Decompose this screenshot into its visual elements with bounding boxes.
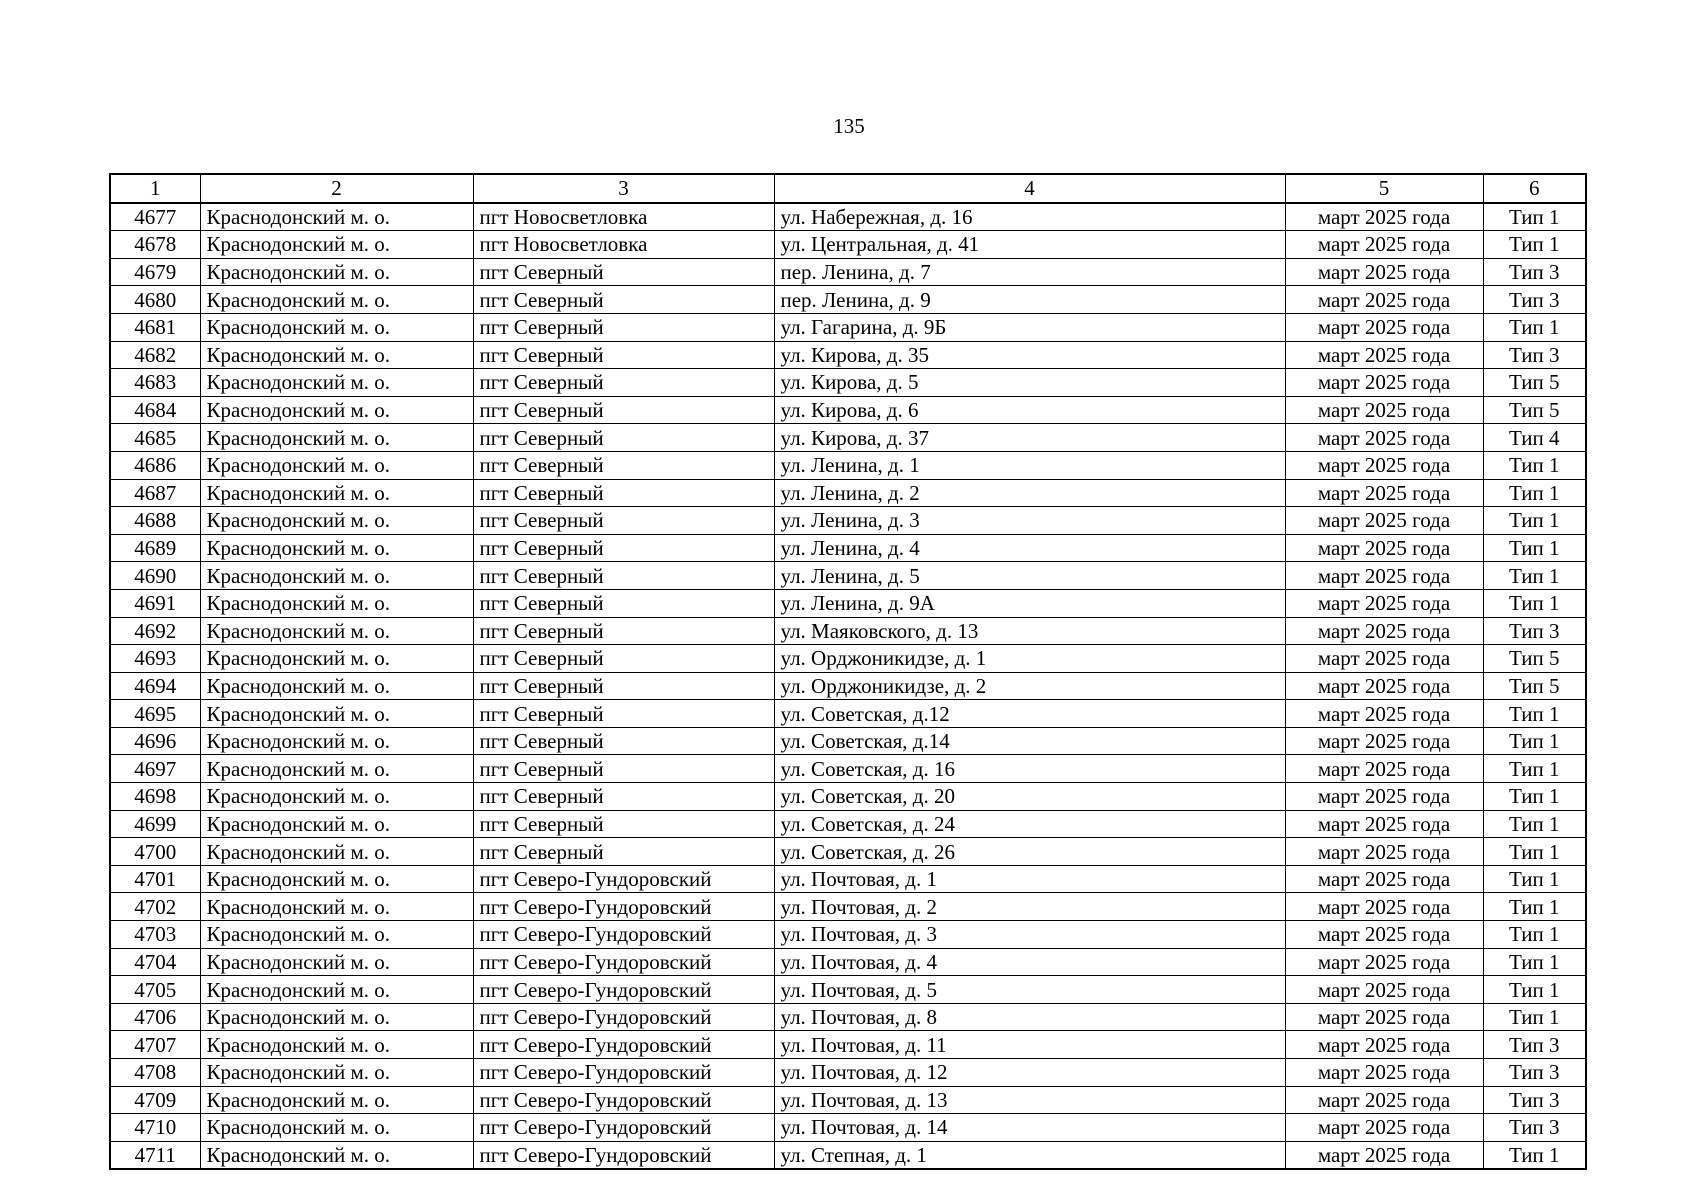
row-number-cell: 4704 — [110, 948, 200, 976]
row-number-cell: 4689 — [110, 534, 200, 562]
settlement-cell: пгт Северный — [473, 783, 774, 811]
table-row — [110, 479, 1586, 507]
type-cell: Тип 1 — [1483, 534, 1586, 562]
address-cell: ул. Советская, д. 24 — [774, 810, 1285, 838]
type-cell: Тип 1 — [1483, 727, 1586, 755]
table-row — [110, 893, 1586, 921]
table-row — [110, 1031, 1586, 1059]
address-cell: ул. Ленина, д. 2 — [774, 479, 1285, 507]
settlement-cell: пгт Северный — [473, 507, 774, 535]
type-cell: Тип 3 — [1483, 286, 1586, 314]
table-row — [110, 1141, 1586, 1169]
row-number-cell: 4705 — [110, 976, 200, 1004]
table-row — [110, 534, 1586, 562]
row-number-cell: 4686 — [110, 451, 200, 479]
row-number-cell: 4698 — [110, 783, 200, 811]
address-cell: ул. Советская, д. 20 — [774, 783, 1285, 811]
header-row — [110, 174, 1586, 203]
settlement-cell: пгт Северный — [473, 479, 774, 507]
type-cell: Тип 1 — [1483, 948, 1586, 976]
type-cell: Тип 1 — [1483, 700, 1586, 728]
settlement-cell: пгт Северо-Гундоровский — [473, 1059, 774, 1087]
date-cell: март 2025 года — [1285, 1031, 1483, 1059]
table-row — [110, 451, 1586, 479]
district-cell: Краснодонский м. о. — [200, 424, 473, 452]
address-cell: ул. Маяковского, д. 13 — [774, 617, 1285, 645]
row-number-cell: 4681 — [110, 313, 200, 341]
settlement-cell: пгт Северо-Гундоровский — [473, 976, 774, 1004]
type-cell: Тип 3 — [1483, 341, 1586, 369]
district-cell: Краснодонский м. о. — [200, 976, 473, 1004]
type-cell: Тип 1 — [1483, 810, 1586, 838]
table-row — [110, 783, 1586, 811]
table-row — [110, 1114, 1586, 1142]
settlement-cell: пгт Северо-Гундоровский — [473, 1031, 774, 1059]
settlement-cell: пгт Северо-Гундоровский — [473, 893, 774, 921]
type-cell: Тип 3 — [1483, 1086, 1586, 1114]
address-cell: ул. Центральная, д. 41 — [774, 231, 1285, 259]
table-row — [110, 700, 1586, 728]
address-cell: ул. Почтовая, д. 12 — [774, 1059, 1285, 1087]
settlement-cell: пгт Северный — [473, 341, 774, 369]
column-header-1: 1 — [110, 174, 200, 203]
type-cell: Тип 3 — [1483, 1031, 1586, 1059]
table-row — [110, 562, 1586, 590]
type-cell: Тип 5 — [1483, 645, 1586, 673]
date-cell: март 2025 года — [1285, 507, 1483, 535]
type-cell: Тип 1 — [1483, 755, 1586, 783]
settlement-cell: пгт Северный — [473, 838, 774, 866]
district-cell: Краснодонский м. о. — [200, 755, 473, 783]
type-cell: Тип 1 — [1483, 1003, 1586, 1031]
date-cell: март 2025 года — [1285, 838, 1483, 866]
column-header-4: 4 — [774, 174, 1285, 203]
table-row — [110, 838, 1586, 866]
table-row — [110, 672, 1586, 700]
row-number-cell: 4683 — [110, 369, 200, 397]
settlement-cell: пгт Новосветловка — [473, 231, 774, 259]
date-cell: март 2025 года — [1285, 617, 1483, 645]
row-number-cell: 4711 — [110, 1141, 200, 1169]
date-cell: март 2025 года — [1285, 341, 1483, 369]
district-cell: Краснодонский м. о. — [200, 534, 473, 562]
type-cell: Тип 1 — [1483, 562, 1586, 590]
settlement-cell: пгт Северный — [473, 396, 774, 424]
type-cell: Тип 3 — [1483, 1114, 1586, 1142]
district-cell: Краснодонский м. о. — [200, 783, 473, 811]
district-cell: Краснодонский м. о. — [200, 313, 473, 341]
table-body — [110, 203, 1586, 1170]
district-cell: Краснодонский м. о. — [200, 727, 473, 755]
date-cell: март 2025 года — [1285, 921, 1483, 949]
date-cell: март 2025 года — [1285, 1141, 1483, 1169]
type-cell: Тип 1 — [1483, 507, 1586, 535]
address-cell: ул. Ленина, д. 3 — [774, 507, 1285, 535]
address-cell: ул. Орджоникидзе, д. 1 — [774, 645, 1285, 673]
date-cell: март 2025 года — [1285, 645, 1483, 673]
date-cell: март 2025 года — [1285, 369, 1483, 397]
table-row — [110, 1059, 1586, 1087]
column-header-5: 5 — [1285, 174, 1483, 203]
address-cell: ул. Почтовая, д. 4 — [774, 948, 1285, 976]
type-cell: Тип 3 — [1483, 617, 1586, 645]
district-cell: Краснодонский м. о. — [200, 1114, 473, 1142]
settlement-cell: пгт Северный — [473, 313, 774, 341]
row-number-cell: 4701 — [110, 865, 200, 893]
row-number-cell: 4710 — [110, 1114, 200, 1142]
row-number-cell: 4709 — [110, 1086, 200, 1114]
row-number-cell: 4691 — [110, 589, 200, 617]
district-cell: Краснодонский м. о. — [200, 396, 473, 424]
table-row — [110, 203, 1586, 231]
table-row — [110, 617, 1586, 645]
register-table — [109, 173, 1587, 1170]
date-cell: март 2025 года — [1285, 700, 1483, 728]
district-cell: Краснодонский м. о. — [200, 286, 473, 314]
table-row — [110, 1086, 1586, 1114]
district-cell: Краснодонский м. о. — [200, 1003, 473, 1031]
date-cell: март 2025 года — [1285, 755, 1483, 783]
address-cell: ул. Почтовая, д. 13 — [774, 1086, 1285, 1114]
table-row — [110, 341, 1586, 369]
address-cell: ул. Почтовая, д. 14 — [774, 1114, 1285, 1142]
column-header-6: 6 — [1483, 174, 1586, 203]
row-number-cell: 4697 — [110, 755, 200, 783]
district-cell: Краснодонский м. о. — [200, 672, 473, 700]
row-number-cell: 4678 — [110, 231, 200, 259]
row-number-cell: 4708 — [110, 1059, 200, 1087]
date-cell: март 2025 года — [1285, 727, 1483, 755]
type-cell: Тип 5 — [1483, 672, 1586, 700]
table-row — [110, 645, 1586, 673]
address-cell: ул. Ленина, д. 5 — [774, 562, 1285, 590]
settlement-cell: пгт Северный — [473, 755, 774, 783]
date-cell: март 2025 года — [1285, 396, 1483, 424]
table-row — [110, 369, 1586, 397]
date-cell: март 2025 года — [1285, 313, 1483, 341]
type-cell: Тип 1 — [1483, 451, 1586, 479]
row-number-cell: 4684 — [110, 396, 200, 424]
column-header-2: 2 — [200, 174, 473, 203]
table-row — [110, 231, 1586, 259]
table-row — [110, 755, 1586, 783]
district-cell: Краснодонский м. о. — [200, 369, 473, 397]
date-cell: март 2025 года — [1285, 479, 1483, 507]
row-number-cell: 4680 — [110, 286, 200, 314]
column-header-3: 3 — [473, 174, 774, 203]
district-cell: Краснодонский м. о. — [200, 507, 473, 535]
row-number-cell: 4706 — [110, 1003, 200, 1031]
address-cell: ул. Почтовая, д. 2 — [774, 893, 1285, 921]
address-cell: ул. Кирова, д. 37 — [774, 424, 1285, 452]
district-cell: Краснодонский м. о. — [200, 1141, 473, 1169]
table-row — [110, 948, 1586, 976]
settlement-cell: пгт Северный — [473, 534, 774, 562]
row-number-cell: 4699 — [110, 810, 200, 838]
address-cell: ул. Степная, д. 1 — [774, 1141, 1285, 1169]
district-cell: Краснодонский м. о. — [200, 1031, 473, 1059]
date-cell: март 2025 года — [1285, 672, 1483, 700]
table-row — [110, 313, 1586, 341]
table-row — [110, 424, 1586, 452]
row-number-cell: 4685 — [110, 424, 200, 452]
date-cell: март 2025 года — [1285, 534, 1483, 562]
settlement-cell: пгт Северо-Гундоровский — [473, 1086, 774, 1114]
settlement-cell: пгт Северный — [473, 810, 774, 838]
district-cell: Краснодонский м. о. — [200, 645, 473, 673]
address-cell: ул. Набережная, д. 16 — [774, 203, 1285, 231]
type-cell: Тип 3 — [1483, 258, 1586, 286]
table-row — [110, 810, 1586, 838]
address-cell: пер. Ленина, д. 7 — [774, 258, 1285, 286]
district-cell: Краснодонский м. о. — [200, 479, 473, 507]
address-cell: ул. Кирова, д. 6 — [774, 396, 1285, 424]
date-cell: март 2025 года — [1285, 865, 1483, 893]
date-cell: март 2025 года — [1285, 1059, 1483, 1087]
type-cell: Тип 5 — [1483, 396, 1586, 424]
district-cell: Краснодонский м. о. — [200, 451, 473, 479]
address-cell: ул. Советская, д.12 — [774, 700, 1285, 728]
address-cell: пер. Ленина, д. 9 — [774, 286, 1285, 314]
address-cell: ул. Кирова, д. 35 — [774, 341, 1285, 369]
table-row — [110, 727, 1586, 755]
district-cell: Краснодонский м. о. — [200, 948, 473, 976]
settlement-cell: пгт Северо-Гундоровский — [473, 1003, 774, 1031]
type-cell: Тип 1 — [1483, 231, 1586, 259]
address-cell: ул. Ленина, д. 4 — [774, 534, 1285, 562]
address-cell: ул. Ленина, д. 1 — [774, 451, 1285, 479]
table-row — [110, 1003, 1586, 1031]
settlement-cell: пгт Северо-Гундоровский — [473, 1114, 774, 1142]
date-cell: март 2025 года — [1285, 948, 1483, 976]
district-cell: Краснодонский м. о. — [200, 1086, 473, 1114]
settlement-cell: пгт Северо-Гундоровский — [473, 1141, 774, 1169]
row-number-cell: 4696 — [110, 727, 200, 755]
settlement-cell: пгт Северный — [473, 451, 774, 479]
district-cell: Краснодонский м. о. — [200, 838, 473, 866]
district-cell: Краснодонский м. о. — [200, 810, 473, 838]
type-cell: Тип 1 — [1483, 976, 1586, 1004]
row-number-cell: 4688 — [110, 507, 200, 535]
district-cell: Краснодонский м. о. — [200, 617, 473, 645]
settlement-cell: пгт Северо-Гундоровский — [473, 921, 774, 949]
settlement-cell: пгт Северный — [473, 589, 774, 617]
settlement-cell: пгт Северо-Гундоровский — [473, 948, 774, 976]
date-cell: март 2025 года — [1285, 451, 1483, 479]
settlement-cell: пгт Новосветловка — [473, 203, 774, 231]
type-cell: Тип 1 — [1483, 838, 1586, 866]
table-row — [110, 976, 1586, 1004]
date-cell: март 2025 года — [1285, 562, 1483, 590]
type-cell: Тип 1 — [1483, 203, 1586, 231]
type-cell: Тип 3 — [1483, 1059, 1586, 1087]
type-cell: Тип 1 — [1483, 313, 1586, 341]
type-cell: Тип 1 — [1483, 1141, 1586, 1169]
row-number-cell: 4707 — [110, 1031, 200, 1059]
district-cell: Краснодонский м. о. — [200, 700, 473, 728]
row-number-cell: 4702 — [110, 893, 200, 921]
settlement-cell: пгт Северо-Гундоровский — [473, 865, 774, 893]
address-cell: ул. Советская, д.14 — [774, 727, 1285, 755]
date-cell: март 2025 года — [1285, 783, 1483, 811]
settlement-cell: пгт Северный — [473, 700, 774, 728]
settlement-cell: пгт Северный — [473, 672, 774, 700]
address-cell: ул. Почтовая, д. 3 — [774, 921, 1285, 949]
row-number-cell: 4695 — [110, 700, 200, 728]
date-cell: март 2025 года — [1285, 893, 1483, 921]
row-number-cell: 4694 — [110, 672, 200, 700]
date-cell: март 2025 года — [1285, 258, 1483, 286]
type-cell: Тип 1 — [1483, 783, 1586, 811]
date-cell: март 2025 года — [1285, 424, 1483, 452]
date-cell: март 2025 года — [1285, 810, 1483, 838]
type-cell: Тип 1 — [1483, 893, 1586, 921]
date-cell: март 2025 года — [1285, 976, 1483, 1004]
settlement-cell: пгт Северный — [473, 562, 774, 590]
address-cell: ул. Гагарина, д. 9Б — [774, 313, 1285, 341]
row-number-cell: 4679 — [110, 258, 200, 286]
row-number-cell: 4677 — [110, 203, 200, 231]
address-cell: ул. Ленина, д. 9А — [774, 589, 1285, 617]
date-cell: март 2025 года — [1285, 231, 1483, 259]
row-number-cell: 4692 — [110, 617, 200, 645]
table-row — [110, 286, 1586, 314]
row-number-cell: 4690 — [110, 562, 200, 590]
address-cell: ул. Советская, д. 16 — [774, 755, 1285, 783]
district-cell: Краснодонский м. о. — [200, 1059, 473, 1087]
address-cell: ул. Почтовая, д. 1 — [774, 865, 1285, 893]
type-cell: Тип 4 — [1483, 424, 1586, 452]
district-cell: Краснодонский м. о. — [200, 921, 473, 949]
address-cell: ул. Кирова, д. 5 — [774, 369, 1285, 397]
row-number-cell: 4693 — [110, 645, 200, 673]
table-row — [110, 921, 1586, 949]
district-cell: Краснодонский м. о. — [200, 562, 473, 590]
type-cell: Тип 1 — [1483, 865, 1586, 893]
table-row — [110, 396, 1586, 424]
table-row — [110, 258, 1586, 286]
date-cell: март 2025 года — [1285, 286, 1483, 314]
table-row — [110, 865, 1586, 893]
date-cell: март 2025 года — [1285, 1114, 1483, 1142]
settlement-cell: пгт Северный — [473, 645, 774, 673]
settlement-cell: пгт Северный — [473, 258, 774, 286]
district-cell: Краснодонский м. о. — [200, 203, 473, 231]
row-number-cell: 4687 — [110, 479, 200, 507]
settlement-cell: пгт Северный — [473, 286, 774, 314]
row-number-cell: 4682 — [110, 341, 200, 369]
type-cell: Тип 1 — [1483, 589, 1586, 617]
district-cell: Краснодонский м. о. — [200, 231, 473, 259]
district-cell: Краснодонский м. о. — [200, 258, 473, 286]
type-cell: Тип 5 — [1483, 369, 1586, 397]
row-number-cell: 4703 — [110, 921, 200, 949]
settlement-cell: пгт Северный — [473, 424, 774, 452]
table-row — [110, 589, 1586, 617]
address-cell: ул. Почтовая, д. 11 — [774, 1031, 1285, 1059]
date-cell: март 2025 года — [1285, 1003, 1483, 1031]
type-cell: Тип 1 — [1483, 479, 1586, 507]
district-cell: Краснодонский м. о. — [200, 341, 473, 369]
table-row — [110, 507, 1586, 535]
district-cell: Краснодонский м. о. — [200, 589, 473, 617]
settlement-cell: пгт Северный — [473, 369, 774, 397]
row-number-cell: 4700 — [110, 838, 200, 866]
address-cell: ул. Орджоникидзе, д. 2 — [774, 672, 1285, 700]
date-cell: март 2025 года — [1285, 203, 1483, 231]
type-cell: Тип 1 — [1483, 921, 1586, 949]
address-cell: ул. Советская, д. 26 — [774, 838, 1285, 866]
date-cell: март 2025 года — [1285, 589, 1483, 617]
page-number: 135 — [833, 114, 865, 138]
date-cell: март 2025 года — [1285, 1086, 1483, 1114]
settlement-cell: пгт Северный — [473, 617, 774, 645]
settlement-cell: пгт Северный — [473, 727, 774, 755]
district-cell: Краснодонский м. о. — [200, 865, 473, 893]
address-cell: ул. Почтовая, д. 5 — [774, 976, 1285, 1004]
district-cell: Краснодонский м. о. — [200, 893, 473, 921]
address-cell: ул. Почтовая, д. 8 — [774, 1003, 1285, 1031]
